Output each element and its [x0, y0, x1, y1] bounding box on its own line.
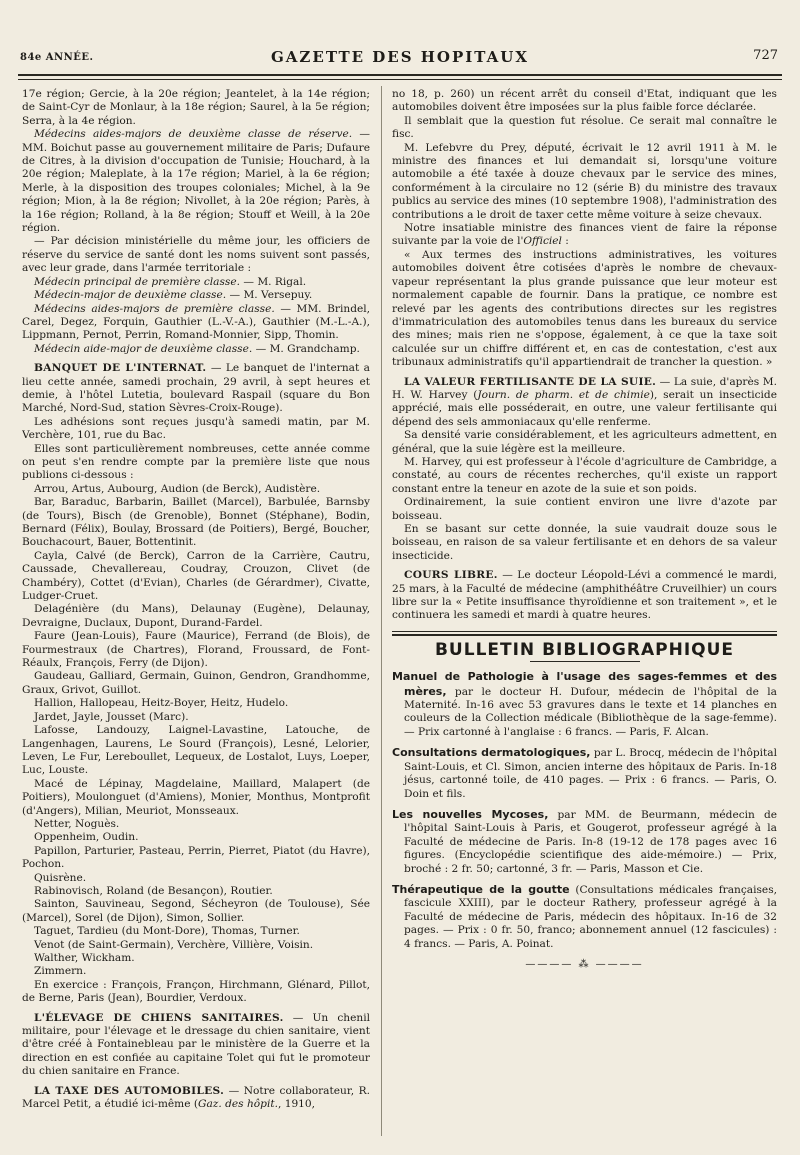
rank-label: Médecin aide-major de deuxième classe.: [34, 342, 253, 355]
page-header: [18, 46, 782, 72]
paragraph-text: — MM. Boichut passe au gouvernement militaire de Paris; Dufaure de Citres, à la division d'occupation de Tunisie; Houchard, à la 20e région; Maleplate, à la 17e région; Mariel, à la 6e région; Merle, à la disposition des troupes coloniales; Michel, à la 9e région; Mion, à la 8e région; Nivollet, à la 20e région; Parès, à la 16e région; Rolland, à la 8e région; Stouff et Weill, à la 20e région.: [22, 128, 370, 235]
paragraph: M. Lefebvre du Prey, député, écrivait le 12 avril 1911 à M. le ministre des finances et lui demandait si, lorsqu'une voiture automobile a été taxée à douze chevaux par le service des mines, conformément à la circulaire no 12 (série B) du ministre des travaux publics au service des mines (10 septembre 1908), l'administration des contributions a le droit de taxer cette même voiture à seize chevaux.: [392, 141, 777, 221]
name-list-item: Venot (de Saint-Germain), Verchère, Villière, Voisin.: [34, 938, 314, 951]
entry-text: (Consultations médicales françaises, fascicule XXIII), par le docteur Rathery, professeur agrégé à la Faculté de médecine de Paris, médecin des hôpitaux. In-16 de 32 pages. — Prix : 0 fr. 50, franco; abonnement annuel (12 fascicules) : 4 francs. — Paris, A. Poinat.: [404, 883, 777, 950]
name-list-item: Hallion, Hallopeau, Heitz-Boyer, Heitz, Hudelo.: [34, 697, 289, 710]
paragraph: Elles sont particulièrement nombreuses, cette année comme on peut s'en rendre compte par la première liste que nous publions ci-dessous :: [22, 442, 370, 482]
paragraph: Il semblait que la question fut résolue. Ce serait mal connaître le fisc.: [392, 114, 777, 141]
name-list-item: Rabinovisch, Roland (de Besançon), Routier.: [34, 884, 273, 897]
entry-text: par le docteur H. Dufour, médecin de l'hôpital de la Maternité. In-16 avec 53 gravures dans le texte et 14 planches en couleurs de la Collection médicale (Bibliothèque de la sage-femme). — Prix cartonné à l'anglaise : 6 francs. — Paris, F. Alcan.: [404, 685, 777, 738]
paragraph-text: , 1910,: [277, 1098, 316, 1111]
paragraph-text: — Le banquet de l'internat a lieu cette année, samedi prochain, 29 avril, à sept heures et demie, à l'hôtel Lutetia, boulevard Raspail (square du Bon Marché, Nord-Sud, station Sèvres-Croix-Rouge).: [22, 362, 370, 415]
paragraph: [392, 222, 777, 249]
paragraph-text: ), serait un insecticide apprécié, mais elle posséderait, en outre, une valeur fertilisante qui dépend des sels ammoniacaux qu'elle renferme.: [392, 388, 777, 428]
section-rule: [392, 631, 777, 632]
name-list-item: Faure (Jean-Louis), Faure (Maurice), Ferrand (de Blois), de Fourmestraux (de Chartres), Florand, Froussard, de Font-Réaulx, François, Ferry (de Dijon).: [22, 630, 370, 670]
paragraph-text: — La suie, d'après M. H. W. Harvey (: [392, 375, 777, 401]
name-list-item: Macé de Lépinay, Magdelaine, Maillard, Malapert (de Poitiers), Moulonguet (d'Amiens), Monier, Monthus, Montprofit (d'Angers), Milian, Meuriot, Monsseaux.: [22, 777, 370, 817]
paragraph-text: :: [561, 235, 569, 248]
name-list-item: Jardet, Jayle, Jousset (Marc).: [34, 710, 189, 723]
paragraph: [22, 276, 370, 289]
section-heading: BANQUET DE L'INTERNAT.: [34, 362, 207, 375]
paragraph: M. Harvey, qui est professeur à l'école d'agriculture de Cambridge, a constaté, au cours de récentes recherches, qu'il existe un rapport constant entre la teneur en azote de la suie et son poids.: [392, 455, 777, 495]
title-underline: [530, 661, 640, 662]
rank-label: Médecin principal de première classe.: [34, 275, 240, 288]
header-rule: [18, 74, 782, 76]
column-divider: [381, 86, 382, 1136]
header-rule-thin: [18, 79, 782, 80]
section-heading: LA TAXE DES AUTOMOBILES.: [34, 1084, 225, 1097]
paragraph-text: — MM. Brindel, Carel, Degez, Forquin, Gauthier (L.-V.-A.), Gauthier (M.-L.-A.), Lippmann, Pernot, Perrin, Romand-Monnier, Sipp, Thomin.: [22, 302, 370, 342]
book-title: Consultations dermatologiques,: [392, 746, 591, 760]
volume-label: 84e ANNÉE.: [20, 52, 94, 63]
right-column: [392, 88, 777, 1143]
bibliography-title: BULLETIN BIBLIOGRAPHIQUE: [434, 639, 735, 660]
rank-label: Médecins aides-majors de première classe.: [34, 302, 275, 315]
paragraph: Les adhésions sont reçues jusqu'à samedi matin, par M. Verchère, 101, rue du Bac.: [22, 415, 370, 442]
paragraph: [392, 569, 777, 623]
rank-label: Médecin-major de deuxième classe.: [34, 289, 227, 302]
name-list-item: Bar, Baraduc, Barbarin, Baillet (Marcel), Barbulée, Barnsby (de Tours), Bisch (de Grenoble), Bonnet (Stéphane), Bodin, Bernard (Félix), Boulay, Brossard (de Poitiers), Bergé, Boucher, Bouchacourt, Bauer, Bottentinit.: [22, 496, 370, 549]
paragraph: [22, 1085, 370, 1112]
journal-title: GAZETTE DES HOPITAUX: [270, 48, 529, 66]
name-list-item: En exercice : François, Françon, Hirchmann, Glénard, Pillot, de Berne, Paris (Jean), Bourdier, Verdoux.: [22, 978, 370, 1005]
paragraph-text: — Un chenil militaire, pour l'élevage et le dressage du chien sanitaire, vient d'être créé à Fontainebleau par le ministère de la Guerre et la direction en est confiée au capitaine Tolet qui fut le promoteur du chien sanitaire en France.: [22, 1011, 370, 1078]
name-list-item: Arrou, Artus, Aubourg, Audion (de Berck), Audistère.: [34, 482, 321, 495]
name-list-item: Papillon, Parturier, Pasteau, Perrin, Pierret, Piatot (du Havre), Pochon.: [22, 844, 370, 871]
paragraph: Sa densité varie considérablement, et les agriculteurs admettent, en général, que la suie légère est la meilleure.: [392, 429, 777, 455]
paragraph-text: Notre insatiable ministre des finances vient de faire la réponse suivante par la voie de l': [392, 222, 777, 248]
name-list-item: Zimmern.: [34, 965, 87, 978]
quoted-paragraph: « Aux termes des instructions administratives, les voitures automobiles doivent être cotisées d'après le nombre de chevaux-vapeur représentant la plus grande puissance que leur moteur est normalement capable de fournir. Dans la pratique, ce nombre est relevé par les agents des contributions directes sur les registres d'immatriculation des automobiles tenus dans les bureaux du service des mines; mais rien ne s'oppose, également, à ce que la taxe soit calculée sur un chiffre différent et, en cas de contestation, c'est aux tribunaux administratifs qu'il appartiendrait de trancher la question. »: [392, 248, 777, 369]
name-list-item: Taguet, Tardieu (du Mont-Dore), Thomas, Turner.: [34, 925, 300, 938]
section-heading: COURS LIBRE.: [404, 569, 498, 582]
book-title: Thérapeutique de la goutte: [392, 882, 570, 896]
bibliography-entry: [392, 883, 777, 951]
name-list-item: Lafosse, Landouzy, Laignel-Lavastine, Latouche, de Langenhagen, Laurens, Le Sourd (François), Lesné, Lelorier, Leven, Le Fur, Lereboullet, Lequeux, de Lostalot, Luys, Loeper, Luc, Louste.: [22, 724, 370, 777]
book-title: Manuel de Pathologie à l'usage des sages-femmes et des mères,: [392, 670, 777, 698]
entry-text: par MM. de Beurmann, médecin de l'hôpital Saint-Louis à Paris, et Gougerot, professeur agrégé à la Faculté de médecine de Paris. In-8 (19-12 de 178 pages avec 16 figures. (Encyclopédie scientifique des aide-mémoire.) — Prix, broché : 2 fr. 50; cartonné, 3 fr. — Paris, Masson et Cie.: [404, 808, 777, 875]
paragraph: — Par décision ministérielle du même jour, les officiers de réserve du service de santé dont les noms suivent sont passés, avec leur grade, dans l'armée territoriale :: [22, 235, 370, 275]
page-number: 727: [753, 48, 778, 63]
paragraph: [22, 289, 370, 302]
citation: Gaz. des hôpit.: [198, 1098, 278, 1111]
paragraph-text: — M. Versepuy.: [226, 289, 313, 302]
name-list-item: Delagénière (du Mans), Delaunay (Eugène), Delaunay, Devraigne, Duclaux, Dupont, Durand-Fardel.: [22, 603, 370, 629]
paragraph: En se basant sur cette donnée, la suie vaudrait douze sous le boisseau, en raison de sa valeur fertilisante et en dehors de sa valeur insecticide.: [392, 523, 777, 562]
paragraph: [22, 303, 370, 343]
citation: Journ. de pharm. et de chimie: [477, 388, 650, 401]
book-title: Les nouvelles Mycoses,: [392, 807, 549, 821]
bibliography-entry: [392, 746, 777, 801]
paragraph: [392, 376, 777, 430]
bibliography-entry: [392, 808, 777, 876]
bibliography-entry: [392, 670, 777, 739]
paragraph: no 18, p. 260) un récent arrêt du conseil d'Etat, indiquant que les automobiles doivent être imposées sur la plus faible force déclarée.: [392, 88, 777, 114]
section-heading: LA VALEUR FERTILISANTE DE LA SUIE.: [404, 375, 657, 388]
name-list-item: Walther, Wickham.: [34, 952, 135, 964]
end-ornament: ———— ⁂ ————: [525, 958, 644, 970]
name-list-item: Gaudeau, Galliard, Germain, Guinon, Gendron, Grandhomme, Graux, Grivot, Guillot.: [22, 670, 370, 696]
paragraph: [22, 128, 370, 235]
name-list-item: Oppenheim, Oudin.: [34, 831, 139, 844]
rank-label: Médecins aides-majors de deuxième classe de réserve.: [34, 128, 353, 141]
paragraph: [22, 1012, 370, 1079]
left-column: [22, 88, 370, 1143]
paragraph-text: — M. Rigal.: [240, 275, 307, 288]
name-list-item: Quisrène.: [34, 871, 87, 884]
section-heading: L'ÉLEVAGE DE CHIENS SANITAIRES.: [34, 1011, 284, 1024]
paragraph-text: — M. Grandchamp.: [252, 342, 360, 355]
paragraph-text: — Notre collaborateur, R. Marcel Petit, a étudié ici-même (: [22, 1084, 370, 1111]
name-list-item: Cayla, Calvé (de Berck), Carron de la Carrière, Cautru, Caussade, Chevallereau, Coudray, Crouzon, Clivet (de Chambéry), Cottet (d'Evian), Charles (de Gérardmer), Civatte, Ludger-Cruet.: [22, 549, 370, 603]
paragraph: 17e région; Gercie, à la 20e région; Jeantelet, à la 14e région; de Saint-Cyr de Monlaur, à la 18e région; Saurel, à la 5e région; Serra, à la 4e région.: [22, 88, 370, 127]
paragraph: [22, 362, 370, 416]
paragraph: Ordinairement, la suie contient environ une livre d'azote par boisseau.: [392, 496, 777, 522]
section-rule-thick: [392, 634, 777, 636]
citation: Officiel: [523, 235, 562, 248]
name-list-item: Netter, Noguès.: [34, 817, 120, 830]
name-list-item: Sainton, Sauvineau, Segond, Sécheyron (de Toulouse), Sée (Marcel), Sorel (de Dijon), Simon, Sollier.: [22, 898, 370, 924]
paragraph-text: — Le docteur Léopold-Lévi a commencé le mardi, 25 mars, à la Faculté de médecine (amphithéâtre Cruveilhier) un cours libre sur la « Petite insuffisance thyroïdienne et son traitement », et le continuera les samedi et mardi à quatre heures.: [392, 569, 777, 622]
paragraph: [22, 343, 370, 356]
entry-text: par L. Brocq, médecin de l'hôpital Saint-Louis, et Cl. Simon, ancien interne des hôpitaux de Paris. In-18 jésus, cartonné toile, de 410 pages. — Prix : 6 francs. — Paris, O. Doin et fils.: [404, 747, 777, 800]
